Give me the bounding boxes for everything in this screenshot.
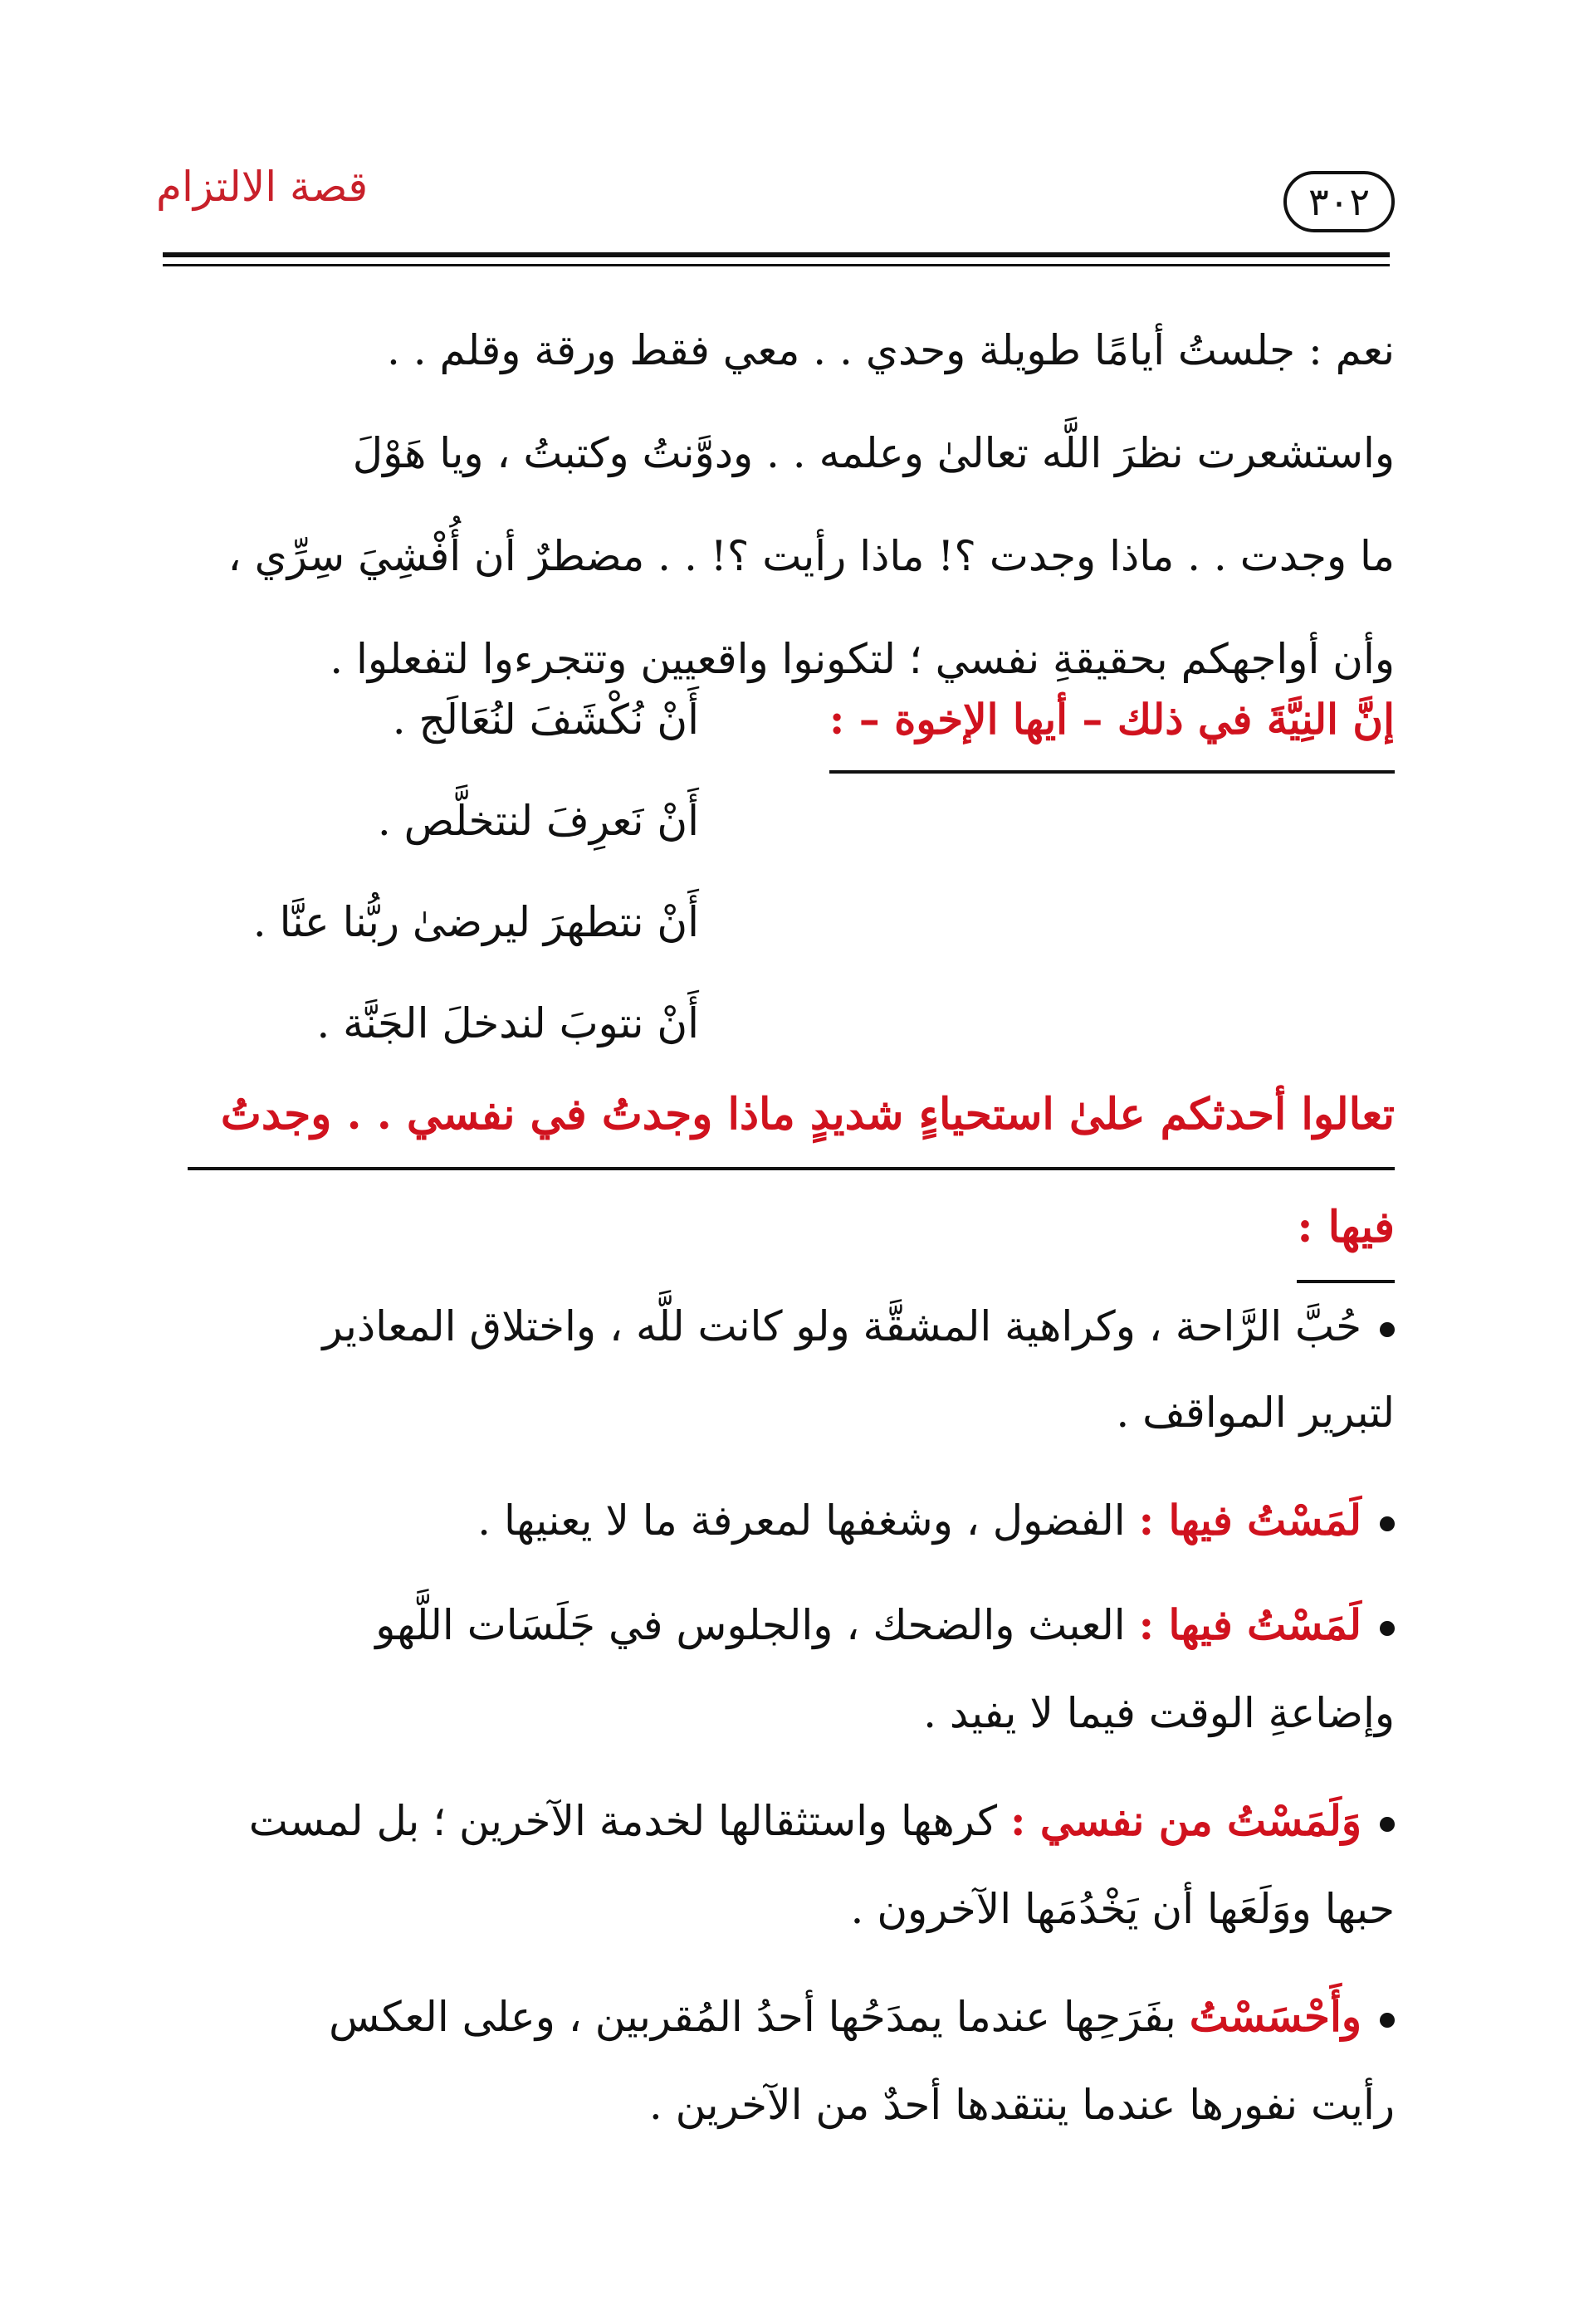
intro-line-4: وأن أواجهكم بحقيقةِ نفسي ؛ لتكونوا واقعيين وتتجرءوا لتفعلوا .	[330, 635, 1395, 683]
header-rule-thick	[163, 252, 1390, 257]
bullet-3-lead: لَمَسْتُ فيها :	[1138, 1600, 1361, 1649]
niyya-label: إنَّ النِيَّةَ في ذلك – أيها الإخوة – :	[829, 682, 1395, 774]
bullet-4-continuation: حبها ووَلَعَها أن يَخْدُمَها الآخرون .	[850, 1885, 1395, 1933]
intro-line-3: ما وجدت . . ماذا وجدت ؟! ماذا رأيت ؟! . . مضطرٌ أن أُفْشِيَ سِرِّي ،	[227, 532, 1395, 580]
bullet-dot-icon	[1380, 2013, 1395, 2028]
niyya-item-4: أَنْ نتوبَ لندخلَ الجَنَّة .	[316, 999, 699, 1047]
niyya-heading	[829, 682, 1395, 774]
bullet-2-lead: لَمَسْتُ فيها :	[1138, 1496, 1361, 1545]
bullet-1-continuation: لتبرير المواقف .	[1116, 1389, 1395, 1437]
bullet-3-text: العبث والضحك ، والجلوس في جَلَسَات اللَّهو	[375, 1601, 1126, 1649]
niyya-item-3: أَنْ نتطهرَ ليرضىٰ ربُّنا عنَّا .	[252, 898, 699, 946]
book-title: قصة الالتزام	[156, 163, 369, 211]
bullet-5-text: بفَرَحِها عندما يمدَحُها أحدُ المُقربين ، وعلى العكس	[329, 1993, 1176, 2041]
bullet-1-text: حُبَّ الرَّاحة ، وكراهية المشقَّة ولو كانت للَّه ، واختلاق المعاذير	[322, 1302, 1361, 1350]
bullet-4-text: كرهها واستثقالها لخدمة الآخرين ؛ بل لمست	[248, 1797, 998, 1845]
section-heading-line-1: تعالوا أحدثكم علىٰ استحياءٍ شديدٍ ماذا وجدتُ في نفسي . . وجدتُ	[188, 1069, 1395, 1170]
intro-line-2: واستشعرت نظرَ اللَّه تعالىٰ وعلمه . . ودوَّنتُ وكتبتُ ، ويا هَوْلَ	[352, 429, 1395, 477]
bullet-2-text: الفضول ، وشغفها لمعرفة ما لا يعنيها .	[477, 1496, 1126, 1545]
intro-line-1: نعم : جلستُ أيامًا طويلة وحدي . . معي فقط ورقة وقلم . .	[386, 326, 1395, 374]
bullet-5-lead: وأَحْسَسْتُ	[1189, 1992, 1361, 2041]
bullet-3-continuation: وإضاعةِ الوقت فيما لا يفيد .	[923, 1689, 1395, 1737]
bullet-5-continuation: رأيت نفورها عندما ينتقدها أحدٌ من الآخرين .	[648, 2081, 1395, 2129]
bullet-4-lead: وَلَمَسْتُ من نفسي :	[1010, 1796, 1361, 1845]
bullet-dot-icon	[1380, 1621, 1395, 1636]
bullet-dot-icon	[1380, 1516, 1395, 1531]
niyya-item-2: أَنْ نَعرِفَ لنتخلَّص .	[377, 797, 699, 845]
page-number: ٣٠٢	[1283, 171, 1395, 232]
section-heading	[188, 1069, 1395, 1283]
bullet-dot-icon	[1380, 1817, 1395, 1832]
section-heading-line-2: فيها :	[1297, 1182, 1395, 1283]
header-rule-thin	[163, 264, 1390, 266]
niyya-item-1: أَنْ نُكْشَفَ لنُعَالَج .	[392, 696, 699, 744]
bullet-dot-icon	[1380, 1322, 1395, 1337]
bullet-item-2	[188, 1469, 1395, 1572]
